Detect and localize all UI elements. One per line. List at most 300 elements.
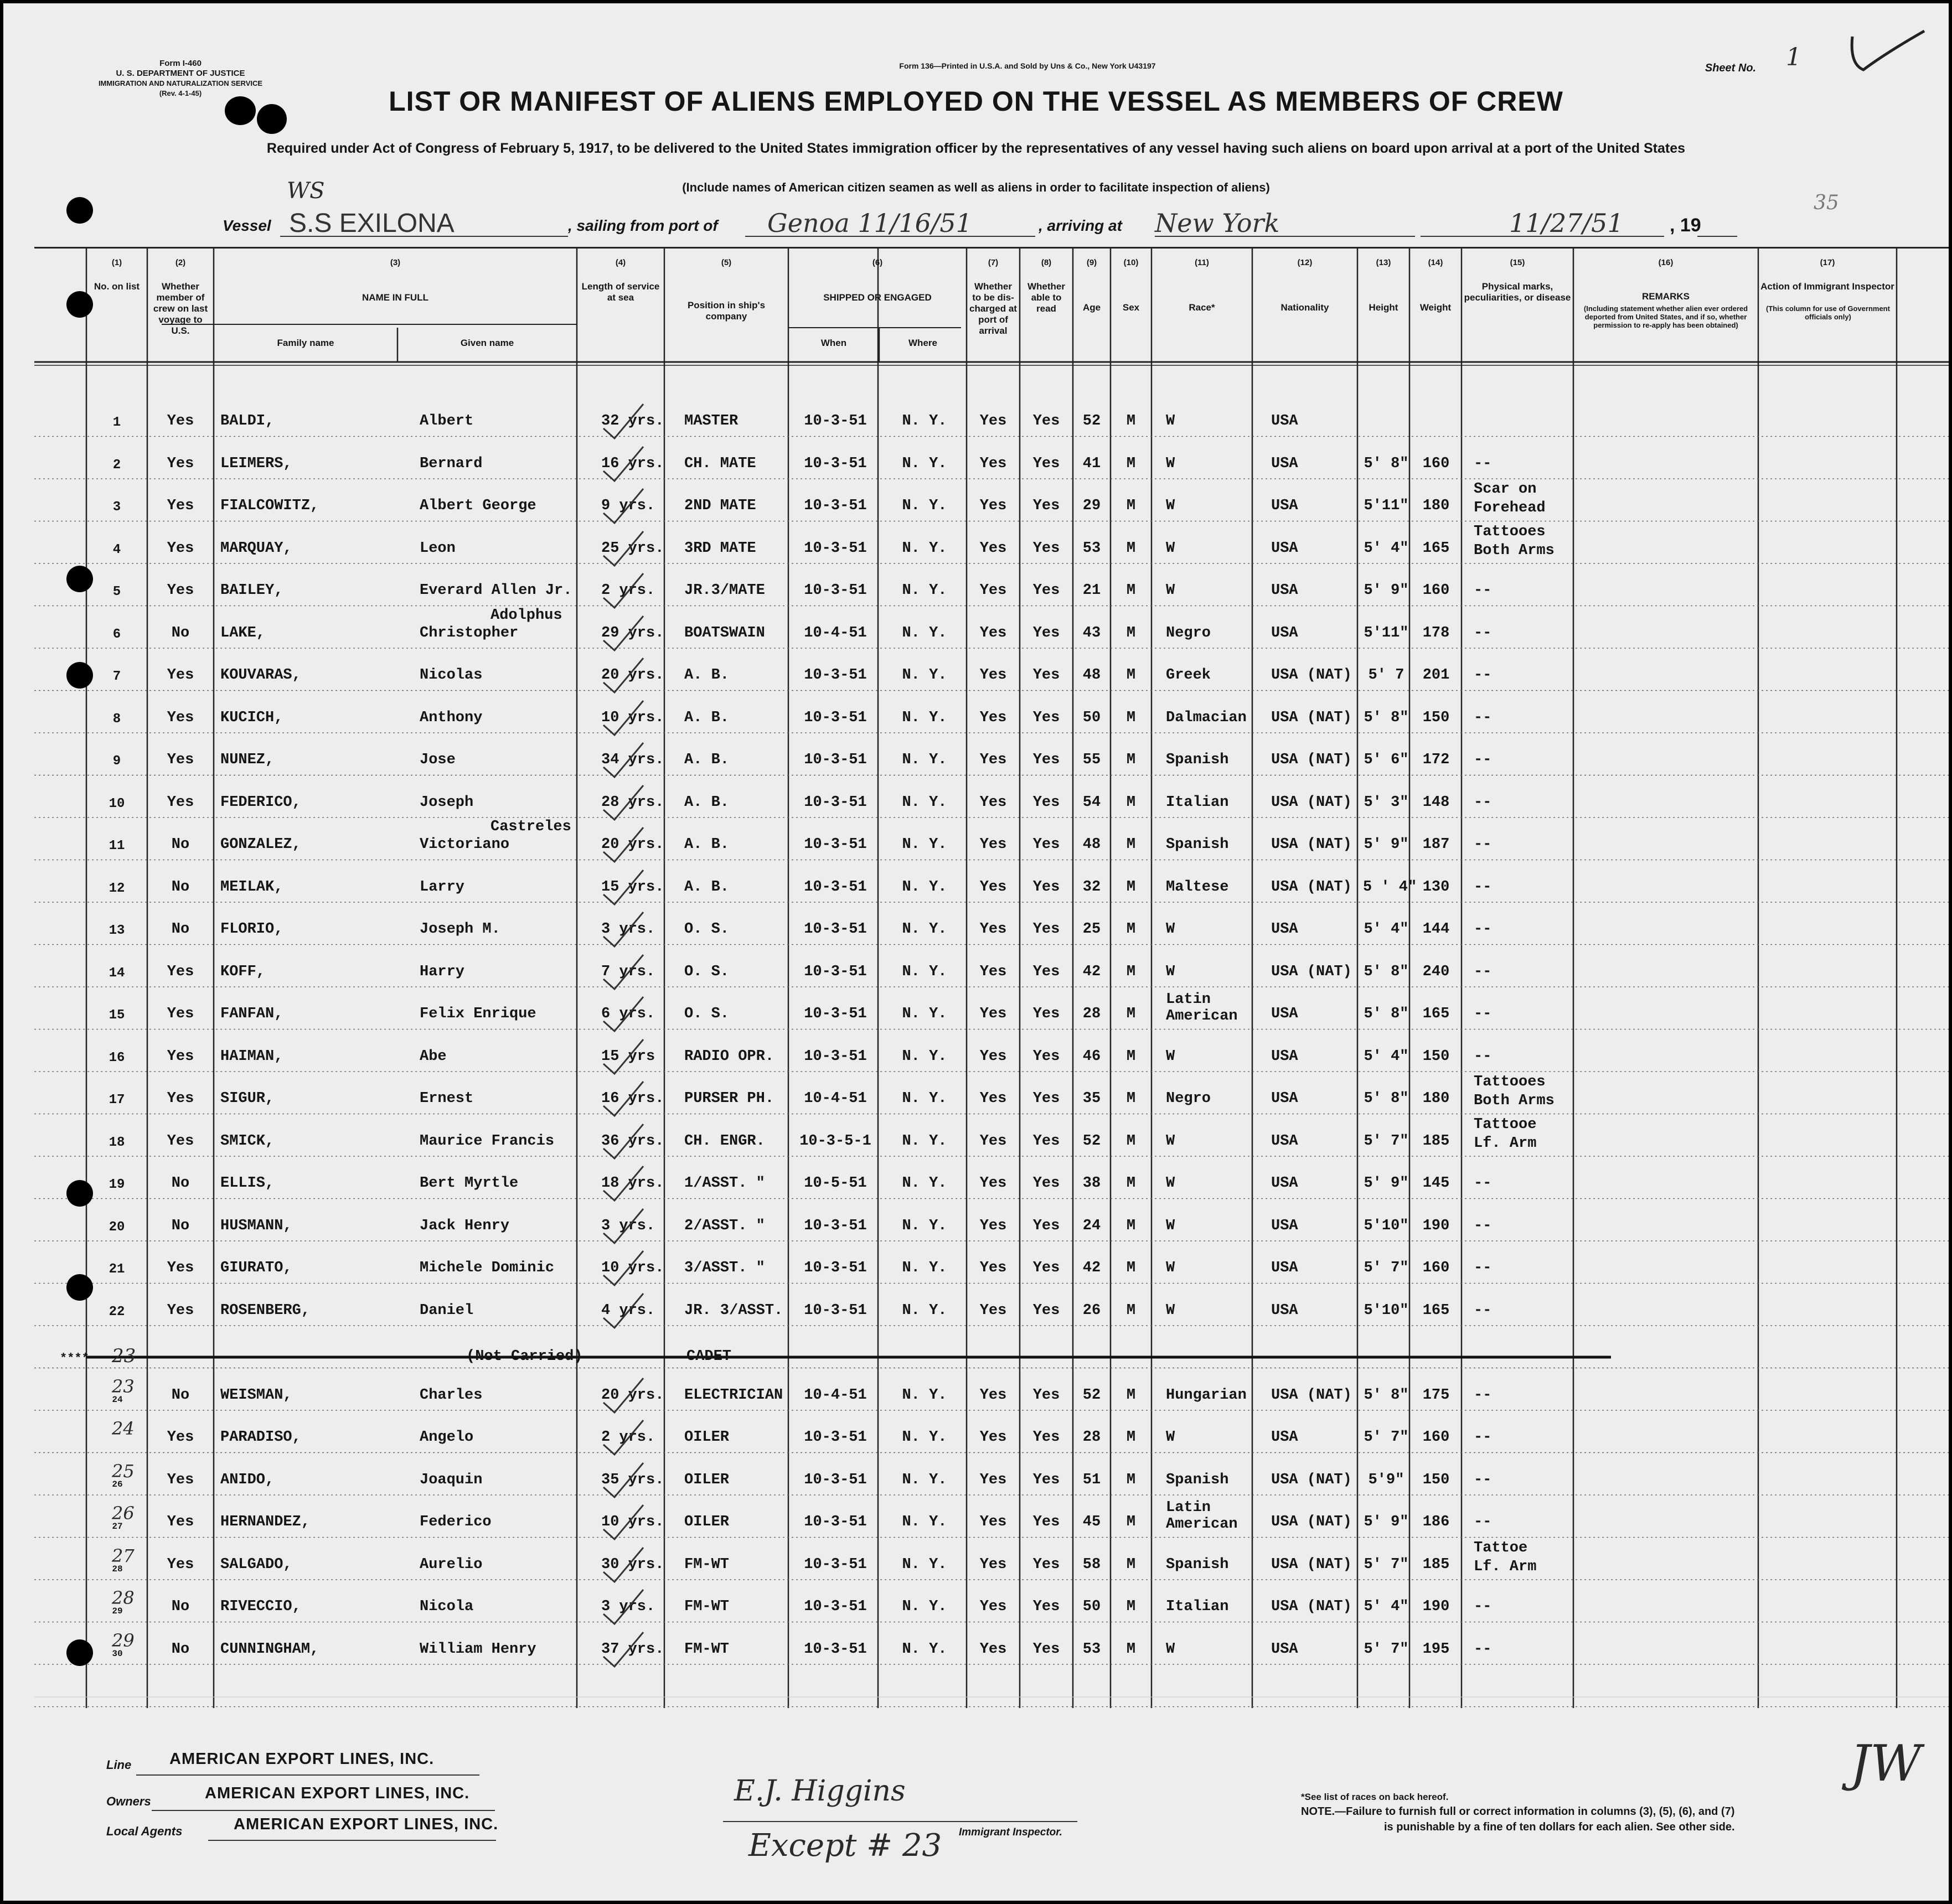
- cell-nat: USA (NAT): [1271, 752, 1352, 768]
- cell-sex: M: [1126, 540, 1136, 557]
- cell-weight: 190: [1422, 1217, 1450, 1234]
- punch-hole: [66, 662, 93, 689]
- cell-race: Spanish: [1166, 836, 1229, 853]
- cell-sex: M: [1126, 752, 1136, 768]
- tick-stroke: [601, 402, 645, 441]
- cell-age: 54: [1082, 794, 1101, 811]
- cell-disch: Yes: [979, 582, 1007, 599]
- cell-sex: M: [1126, 1175, 1136, 1192]
- cell-last: Yes: [167, 498, 194, 514]
- cell-weight: 185: [1422, 1556, 1450, 1573]
- cell-given: Larry: [420, 878, 465, 896]
- cell-given: Joseph M.: [420, 921, 500, 938]
- cell-given-extra: Adolphus: [490, 607, 562, 624]
- cell-given: Nicola: [420, 1598, 474, 1615]
- row-number: 12: [109, 881, 125, 896]
- cell-given: Aurelio: [420, 1556, 483, 1573]
- manifest-sheet: [3, 3, 1949, 1901]
- tick-stroke: [601, 656, 645, 695]
- cell-height: 5'10": [1364, 1302, 1409, 1319]
- cell-when: 10-3-51: [804, 413, 867, 430]
- cell-disch: Yes: [979, 1302, 1007, 1319]
- cell-given: Michele Dominic: [420, 1260, 555, 1276]
- cell-race: W: [1166, 1217, 1175, 1234]
- given-name-header: Given name: [460, 338, 514, 348]
- cell-marks-line2: Lf. Arm: [1474, 1135, 1537, 1152]
- cell-when: 10-3-51: [804, 1471, 867, 1488]
- row-number: 14: [109, 965, 125, 981]
- cell-marks: --: [1474, 455, 1492, 472]
- cell-last: Yes: [167, 794, 194, 811]
- cell-height: 5' 6": [1364, 752, 1409, 768]
- cell-last: Yes: [167, 1006, 194, 1022]
- form-title: LIST OR MANIFEST OF ALIENS EMPLOYED ON THE VESSEL AS MEMBERS OF CREW: [389, 86, 1563, 117]
- punch-hole: [66, 1639, 93, 1666]
- cell-where: N. Y.: [902, 1132, 947, 1150]
- cell-nat: USA (NAT): [1271, 1514, 1352, 1530]
- cell-nat: USA: [1271, 413, 1298, 430]
- cell-position: A. B.: [684, 836, 730, 853]
- column-header: Age: [1082, 302, 1101, 313]
- cell-read: Yes: [1032, 752, 1060, 768]
- cell-when: 10-3-51: [804, 836, 867, 853]
- cell-last: Yes: [167, 413, 194, 430]
- inspector-label: Immigrant Inspector.: [959, 1827, 1062, 1838]
- cell-family: ANIDO,: [220, 1471, 275, 1488]
- column-number: (7): [988, 258, 999, 267]
- cell-given: Angelo: [420, 1429, 474, 1446]
- cell-race: Spanish: [1166, 1471, 1229, 1488]
- cell-where: N. Y.: [902, 1386, 947, 1404]
- tick-stroke: [601, 1079, 645, 1118]
- row-number: 5: [112, 584, 121, 599]
- cell-race-line1: Latin: [1166, 991, 1211, 1008]
- cell-sex: M: [1126, 1048, 1136, 1065]
- cell-marks: --: [1474, 1006, 1492, 1022]
- cell-weight: 145: [1422, 1175, 1450, 1192]
- cell-service: 30 yrs.: [601, 1556, 664, 1573]
- cell-race: W: [1166, 1302, 1175, 1319]
- column-header: Height: [1369, 302, 1398, 313]
- cell-position: JR.3/MATE: [684, 582, 765, 599]
- cell-read: Yes: [1032, 1514, 1060, 1530]
- action-note: (This column for use of Government officials only): [1766, 304, 1890, 321]
- form-subtitle: Required under Act of Congress of February 5, 1917, to be delivered to the United States immigration officer by the representatives of any vessel having such aliens on board upon arrival at a port of the United States: [266, 141, 1686, 156]
- cell-family: LAKE,: [220, 624, 266, 641]
- cell-height: 5' 8": [1364, 709, 1409, 726]
- cell-age: 52: [1082, 1386, 1101, 1404]
- cell-service: 20 yrs.: [601, 1386, 664, 1404]
- column-number: (4): [615, 258, 626, 267]
- cell-where: N. Y.: [902, 667, 947, 684]
- cell-given: Daniel: [420, 1302, 474, 1319]
- where-header: Where: [908, 338, 937, 348]
- cell-race-line1: Latin: [1166, 1499, 1211, 1516]
- cell-last: No: [171, 1598, 190, 1615]
- cell-weight: 165: [1422, 540, 1450, 557]
- cell-position: A. B.: [684, 667, 730, 684]
- cell-disch: Yes: [979, 1514, 1007, 1530]
- column-header: REMARKS: [1642, 291, 1690, 302]
- tick-stroke: [601, 783, 645, 822]
- cell-position: A. B.: [684, 709, 730, 726]
- cell-given: Jack Henry: [420, 1217, 510, 1234]
- cell-weight: 240: [1422, 963, 1450, 980]
- cell-weight: 175: [1422, 1386, 1450, 1404]
- cell-read: Yes: [1032, 498, 1060, 514]
- cell-family: FLORIO,: [220, 921, 283, 938]
- cell-last: Yes: [167, 1090, 194, 1107]
- cell-where: N. Y.: [902, 1302, 947, 1319]
- cell-weight: 185: [1422, 1132, 1450, 1150]
- cell-last: No: [171, 878, 190, 896]
- cell-nat: USA: [1271, 921, 1298, 938]
- cell-family: MEILAK,: [220, 878, 283, 896]
- cell-service: 37 yrs.: [601, 1641, 664, 1658]
- column-number: (11): [1195, 258, 1209, 267]
- cell-given: Abe: [420, 1048, 447, 1065]
- sailing-port: Genoa 11/16/51: [767, 208, 972, 238]
- cell-nat: USA: [1271, 1048, 1298, 1065]
- cell-where: N. Y.: [902, 752, 947, 768]
- remarks-note: (Including statement whether alien ever ordered deported from United States, and if so, whether permission to re-apply has been obtained): [1583, 304, 1748, 329]
- cell-race: Dalmacian: [1166, 709, 1247, 726]
- cell-disch: Yes: [979, 752, 1007, 768]
- cell-height: 5'11": [1364, 498, 1409, 514]
- cell-position: BOATSWAIN: [684, 624, 765, 641]
- cell-marks: --: [1474, 1048, 1492, 1065]
- cell-nat: USA: [1271, 1641, 1298, 1658]
- tick-stroke: [601, 1376, 645, 1415]
- cell-disch: Yes: [979, 921, 1007, 938]
- cell-service: 36 yrs.: [601, 1132, 664, 1150]
- cell-sex: M: [1126, 498, 1136, 514]
- cell-position: CH. ENGR.: [684, 1132, 765, 1150]
- cell-marks: Scar on: [1474, 481, 1537, 498]
- cell-age: 41: [1082, 455, 1101, 472]
- cell-family: SMICK,: [220, 1132, 275, 1150]
- cell-age: 24: [1082, 1217, 1101, 1234]
- cell-read: Yes: [1032, 667, 1060, 684]
- cell-family: KOUVARAS,: [220, 667, 301, 684]
- column-header: Physical marks, peculiarities, or disease: [1464, 281, 1571, 303]
- cell-service: 29 yrs.: [601, 624, 664, 641]
- cell-family: HAIMAN,: [220, 1048, 283, 1065]
- tick-stroke: [601, 1630, 645, 1669]
- cell-race: W: [1166, 1260, 1175, 1276]
- cell-nat: USA: [1271, 455, 1298, 472]
- cell-read: Yes: [1032, 540, 1060, 557]
- cell-disch: Yes: [979, 1641, 1007, 1658]
- cell-nat: USA: [1271, 582, 1298, 599]
- cell-marks: --: [1474, 1598, 1492, 1615]
- cell-race: Greek: [1166, 667, 1211, 684]
- cell-last: Yes: [167, 1302, 194, 1319]
- cell-given: Jose: [420, 752, 456, 768]
- cell-nat: USA: [1271, 1132, 1298, 1150]
- cell-age: 21: [1082, 582, 1101, 599]
- cell-read: Yes: [1032, 709, 1060, 726]
- tick-stroke: [601, 910, 645, 949]
- cell-when: 10-3-51: [804, 1302, 867, 1319]
- cell-where: N. Y.: [902, 1048, 947, 1065]
- cell-family: KUCICH,: [220, 709, 283, 726]
- cell-age: 25: [1082, 921, 1101, 938]
- cell-when: 10-3-51: [804, 1514, 867, 1530]
- cell-family: ROSENBERG,: [220, 1302, 311, 1319]
- cell-age: 52: [1082, 413, 1101, 430]
- cell-last: Yes: [167, 582, 194, 599]
- cell-given: Nicolas: [420, 667, 483, 684]
- cell-position: A. B.: [684, 794, 730, 811]
- row-number: 10: [109, 796, 125, 811]
- column-header: No. on list: [94, 281, 140, 292]
- cell-height: 5'10": [1364, 1217, 1409, 1234]
- ws-mark: WS: [287, 178, 325, 204]
- sheet-label: Sheet No.: [1705, 62, 1757, 74]
- cell-given: Victoriano: [420, 836, 510, 853]
- cell-given: Joseph: [420, 794, 474, 811]
- cell-service: 34 yrs.: [601, 752, 664, 768]
- revision: (Rev. 4-1-45): [159, 89, 202, 97]
- cell-race: Spanish: [1166, 1556, 1229, 1573]
- cell-height: 5' 8": [1364, 1090, 1409, 1107]
- cell-service: 25 yrs.: [601, 540, 664, 557]
- cell-service: 32 yrs.: [601, 413, 664, 430]
- row-number: 9: [112, 754, 121, 769]
- line-label: Line: [106, 1758, 132, 1772]
- cell-where: N. Y.: [902, 836, 947, 853]
- cell-family: SIGUR,: [220, 1090, 275, 1107]
- cell-height: 5' 3": [1364, 794, 1409, 811]
- cell-read: Yes: [1032, 455, 1060, 472]
- cell-marks-line2: Both Arms: [1474, 1093, 1555, 1109]
- cell-age: 28: [1082, 1429, 1101, 1446]
- tick-stroke: [601, 1545, 645, 1584]
- cell-service: 4 yrs.: [601, 1302, 655, 1319]
- cell-family: BALDI,: [220, 413, 275, 430]
- cell-when: 10-3-51: [804, 921, 867, 938]
- cell-family: PARADISO,: [220, 1429, 301, 1446]
- cell-marks-line2: Forehead: [1474, 500, 1546, 516]
- cell-where: N. Y.: [902, 794, 947, 811]
- cell-height: 5' 7": [1364, 1132, 1409, 1150]
- cell-sex: M: [1126, 963, 1136, 980]
- cell-age: 42: [1082, 1260, 1101, 1276]
- cell-nat: USA (NAT): [1271, 709, 1352, 726]
- cell-last: Yes: [167, 1132, 194, 1150]
- row-number: 13: [109, 923, 125, 938]
- cell-last: Yes: [167, 709, 194, 726]
- column-number: (8): [1041, 258, 1052, 267]
- cell-read: Yes: [1032, 1598, 1060, 1615]
- cell-family: FIALCOWITZ,: [220, 498, 319, 514]
- cell-position: PURSER PH.: [684, 1090, 774, 1107]
- cell-race: W: [1166, 1048, 1175, 1065]
- cell-position: ELECTRICIAN: [684, 1386, 783, 1404]
- cell-marks: --: [1474, 1471, 1492, 1488]
- cell-race: Italian: [1166, 1598, 1229, 1615]
- cell-when: 10-3-51: [804, 1598, 867, 1615]
- cell-position: FM-WT: [684, 1556, 730, 1573]
- column-number: (2): [175, 258, 186, 267]
- cell-position: 1/ASST. ": [684, 1175, 765, 1192]
- cell-height: 5' 4": [1364, 1598, 1409, 1615]
- owners-label: Owners: [106, 1794, 151, 1808]
- cell-where: N. Y.: [902, 1006, 947, 1022]
- cell-position: OILER: [684, 1471, 730, 1488]
- cell-sex: M: [1126, 794, 1136, 811]
- cell-weight: 180: [1422, 1090, 1450, 1107]
- cell-sex: M: [1126, 413, 1136, 430]
- cell-marks: --: [1474, 624, 1492, 641]
- cell-height: 5' 4": [1364, 1048, 1409, 1065]
- row-number: 11: [109, 839, 125, 853]
- form-note: (Include names of American citizen seamen as well as aliens in order to facilitate inspection of aliens): [682, 180, 1270, 194]
- cell-when: 10-3-51: [804, 540, 867, 557]
- column-header: Action of Immigrant Inspector: [1760, 281, 1894, 292]
- initials-mark: JW: [1850, 1735, 1922, 1793]
- cell-when: 10-3-51: [804, 752, 867, 768]
- cell-height: 5' 8": [1364, 455, 1409, 472]
- tick-stroke: [601, 1122, 645, 1161]
- cell-nat: USA (NAT): [1271, 794, 1352, 811]
- cell-race: Hungarian: [1166, 1386, 1247, 1404]
- punch-hole: [66, 1180, 93, 1207]
- cell-age: 28: [1082, 1006, 1101, 1022]
- row-number: 29: [112, 1606, 123, 1616]
- cell-marks: --: [1474, 1175, 1492, 1192]
- row-number: 4: [112, 542, 121, 557]
- cell-disch: Yes: [979, 1090, 1007, 1107]
- cell-family: KOFF,: [220, 963, 266, 980]
- cell-height: 5' 4": [1364, 540, 1409, 557]
- arriving-label: , arriving at: [1039, 217, 1122, 234]
- tick-stroke: [601, 995, 645, 1033]
- cell-weight: 165: [1422, 1302, 1450, 1319]
- cell-height: 5' 8": [1364, 1386, 1409, 1404]
- cell-last: No: [171, 1217, 190, 1234]
- signature-underline: [723, 1821, 1077, 1822]
- row-number: 30: [112, 1648, 123, 1659]
- cell-age: 45: [1082, 1514, 1101, 1530]
- cell-read: Yes: [1032, 1048, 1060, 1065]
- cell-age: 53: [1082, 1641, 1101, 1658]
- cell-last: No: [171, 921, 190, 938]
- line-underline: [136, 1774, 479, 1776]
- department: U. S. DEPARTMENT OF JUSTICE: [116, 69, 245, 78]
- cell-nat: USA (NAT): [1271, 1386, 1352, 1404]
- cell-sex: M: [1126, 709, 1136, 726]
- cell-service: 10 yrs.: [601, 1260, 664, 1276]
- cell-weight: 180: [1422, 498, 1450, 514]
- sailing-label: , sailing from port of: [568, 217, 718, 234]
- punch-hole: [66, 1274, 93, 1301]
- cell-last: Yes: [167, 1514, 194, 1530]
- cell-nat: USA (NAT): [1271, 963, 1352, 980]
- cell-service: 20 yrs.: [601, 836, 664, 853]
- cell-age: 51: [1082, 1471, 1101, 1488]
- cell-marks: --: [1474, 1514, 1492, 1530]
- arrival-date: 11/27/51: [1509, 208, 1624, 238]
- not-carried-number: 23: [112, 1345, 136, 1367]
- cell-race: Negro: [1166, 1090, 1211, 1107]
- cell-race: W: [1166, 498, 1175, 514]
- cell-family: GIURATO,: [220, 1260, 292, 1276]
- punch-hole: [66, 291, 93, 318]
- cell-where: N. Y.: [902, 963, 947, 980]
- cell-marks-line2: Lf. Arm: [1474, 1558, 1537, 1575]
- cell-when: 10-3-51: [804, 1260, 867, 1276]
- cell-disch: Yes: [979, 498, 1007, 514]
- row-number: 24: [112, 1394, 123, 1405]
- cell-marks: --: [1474, 1386, 1492, 1404]
- cell-service: 7 yrs.: [601, 963, 655, 980]
- cell-marks: --: [1474, 667, 1492, 684]
- cell-family: RIVECCIO,: [220, 1598, 301, 1615]
- cell-read: Yes: [1032, 1217, 1060, 1234]
- cell-service: 18 yrs.: [601, 1175, 664, 1192]
- cell-disch: Yes: [979, 1260, 1007, 1276]
- cell-disch: Yes: [979, 1429, 1007, 1446]
- cell-when: 10-3-51: [804, 1048, 867, 1065]
- cell-read: Yes: [1032, 1556, 1060, 1573]
- row-number: 6: [112, 627, 121, 642]
- cell-position: FM-WT: [684, 1641, 730, 1658]
- cell-where: N. Y.: [902, 540, 947, 557]
- cell-position: OILER: [684, 1429, 730, 1446]
- cell-marks: --: [1474, 963, 1492, 980]
- cell-disch: Yes: [979, 1175, 1007, 1192]
- cell-family: FANFAN,: [220, 1006, 283, 1022]
- cell-family: NUNEZ,: [220, 752, 275, 768]
- row-number: 26: [112, 1479, 123, 1489]
- cell-marks: --: [1474, 1302, 1492, 1319]
- cell-position: O. S.: [684, 1006, 730, 1022]
- cell-disch: Yes: [979, 1006, 1007, 1022]
- cell-disch: Yes: [979, 963, 1007, 980]
- owners-value: AMERICAN EXPORT LINES, INC.: [205, 1784, 470, 1802]
- cell-weight: 130: [1422, 878, 1450, 896]
- cell-read: Yes: [1032, 1175, 1060, 1192]
- row-number: 15: [109, 1008, 125, 1023]
- cell-disch: Yes: [979, 1132, 1007, 1150]
- row-number-handwritten: 27: [112, 1545, 135, 1566]
- cell-weight: 201: [1422, 667, 1450, 684]
- tick-stroke: [601, 614, 645, 653]
- cell-marks: --: [1474, 1641, 1492, 1658]
- cell-sex: M: [1126, 1598, 1136, 1615]
- cell-family: GONZALEZ,: [220, 836, 301, 853]
- cell-nat: USA (NAT): [1271, 667, 1352, 684]
- cell-nat: USA (NAT): [1271, 878, 1352, 896]
- cell-position: O. S.: [684, 921, 730, 938]
- cell-weight: 160: [1422, 1260, 1450, 1276]
- cell-marks: Tattooes: [1474, 1074, 1546, 1090]
- cell-sex: M: [1126, 1132, 1136, 1150]
- cell-where: N. Y.: [902, 1641, 947, 1658]
- cell-read: Yes: [1032, 1386, 1060, 1404]
- cell-when: 10-4-51: [804, 1090, 867, 1107]
- cell-height: 5' 4": [1364, 921, 1409, 938]
- cell-position: RADIO OPR.: [684, 1048, 774, 1065]
- column-number: (12): [1297, 258, 1313, 267]
- column-number: (6): [872, 258, 883, 267]
- tick-stroke: [601, 1037, 645, 1076]
- column-header: NAME IN FULL: [362, 292, 428, 303]
- cell-sex: M: [1126, 667, 1136, 684]
- cell-read: Yes: [1032, 1090, 1060, 1107]
